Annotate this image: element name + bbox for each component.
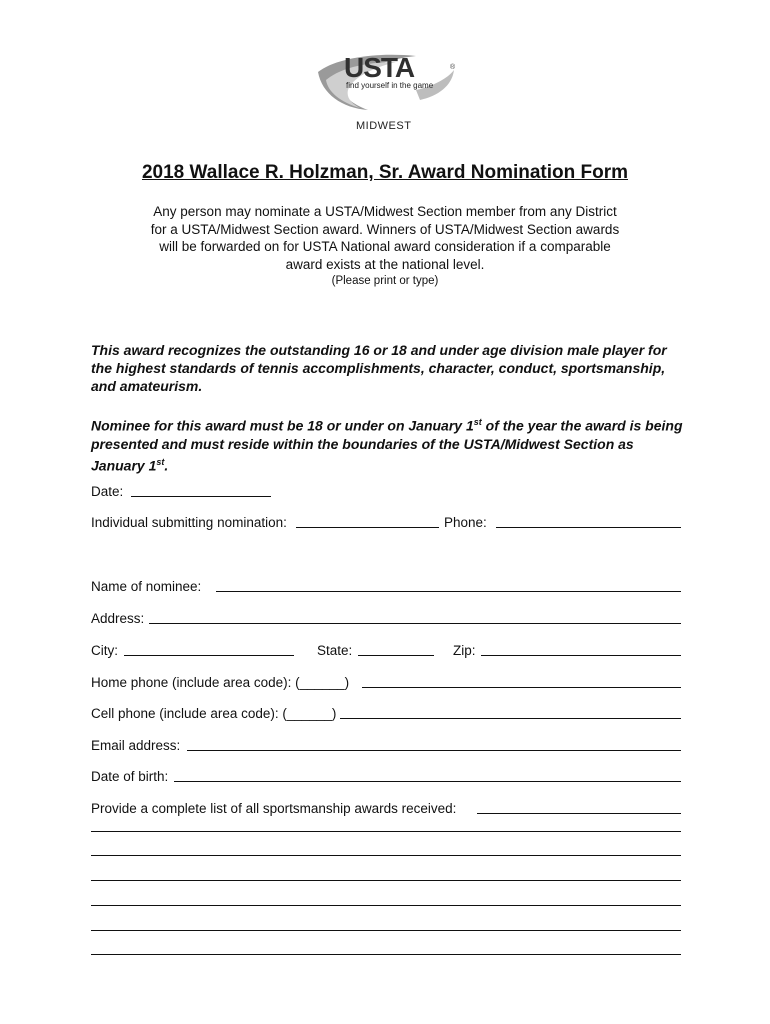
address-label: Address: xyxy=(91,611,145,626)
zip-label: Zip: xyxy=(453,643,476,658)
intro-paragraph: Any person may nominate a USTA/Midwest Section member from any District for a USTA/Midwest Section award. Winners of USTA/Midwest Section awards will be forwarded on for USTA National award consideration if a comparable award exists at the national level. xyxy=(150,204,620,272)
logo-wordmark: USTA xyxy=(344,52,415,83)
eligibility-text xyxy=(91,413,691,474)
awards-label: Provide a complete list of all sportsmanship awards received: xyxy=(91,801,457,816)
zip-input-line[interactable] xyxy=(481,655,681,656)
print-note: (Please print or type) xyxy=(331,275,439,287)
nominee-input-line[interactable] xyxy=(216,591,681,592)
awards-input-line[interactable] xyxy=(477,813,681,814)
eligibility-part-1: Nominee for this award must be 18 or under on January 1 xyxy=(91,417,474,434)
submitter-input-line[interactable] xyxy=(296,527,439,528)
phone-label: Phone: xyxy=(444,515,487,530)
home-phone-label: Home phone (include area code): (______) xyxy=(91,675,350,690)
awards-line-4[interactable] xyxy=(91,905,681,906)
eligibility-sup-2: st xyxy=(156,456,165,467)
city-input-line[interactable] xyxy=(124,655,294,656)
awards-line-1[interactable] xyxy=(91,831,681,832)
eligibility-part-3: . xyxy=(164,457,169,474)
awards-line-3[interactable] xyxy=(91,880,681,881)
eligibility-part-2: of the year the award is being presented and must reside within the boundaries of the USTA/Midwest Section as January 1 xyxy=(91,417,683,474)
awards-line-5[interactable] xyxy=(91,930,681,931)
state-input-line[interactable] xyxy=(358,655,434,656)
registered-mark: ® xyxy=(450,64,456,71)
city-label: City: xyxy=(91,643,118,658)
phone-input-line[interactable] xyxy=(496,527,681,528)
form-title: 2018 Wallace R. Holzman, Sr. Award Nomination Form xyxy=(141,162,629,183)
state-label: State: xyxy=(317,643,353,658)
awards-line-2[interactable] xyxy=(91,855,681,856)
dob-label: Date of birth: xyxy=(91,769,169,784)
intro-text xyxy=(150,203,620,289)
address-input-line[interactable] xyxy=(149,623,681,624)
nominee-label: Name of nominee: xyxy=(91,579,202,594)
email-label: Email address: xyxy=(91,738,181,753)
award-criteria: This award recognizes the outstanding 16 or 18 and under age division male player for the highest standards of tennis accomplishments, character, conduct, sportsmanship, and amateurism. xyxy=(91,342,667,394)
logo-tagline: find yourself in the game xyxy=(346,81,434,90)
logo-section: MIDWEST xyxy=(356,120,412,132)
usta-midwest-logo xyxy=(316,50,460,140)
awards-line-6[interactable] xyxy=(91,954,681,955)
cell-phone-label: Cell phone (include area code): (______) xyxy=(91,706,337,721)
submitter-label: Individual submitting nomination: xyxy=(91,515,287,530)
eligibility-sup-1: st xyxy=(473,417,482,427)
date-input-line[interactable] xyxy=(131,496,271,497)
dob-input-line[interactable] xyxy=(174,781,681,782)
cell-phone-input-line[interactable] xyxy=(340,718,681,719)
email-input-line[interactable] xyxy=(187,750,681,751)
date-label: Date: xyxy=(91,484,124,499)
home-phone-input-line[interactable] xyxy=(362,687,681,688)
